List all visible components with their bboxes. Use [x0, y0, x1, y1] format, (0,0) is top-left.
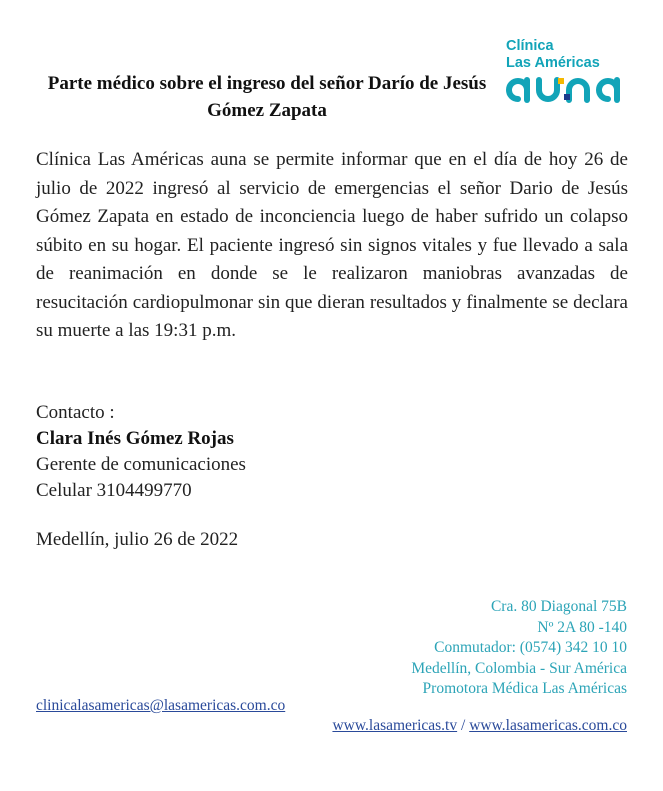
address-line: Nº 2A 80 -140	[537, 618, 627, 636]
contact-block	[36, 400, 246, 504]
logo-text-line1: Clínica	[506, 38, 554, 54]
report-paragraph: Clínica Las Américas auna se permite informar que en el día de hoy 26 de julio de 2022 ingresó al servicio de emergencias el señor Dario de Jesús Gómez Zapata en estado de inconciencia luego de haber sufrido un colapso súbito en su hogar. El paciente ingresó sin signos vitales y fue llevado a sala de reanimación en donde se le realizaron maniobras avanzadas de resucitación cardiopulmonar sin que dieran resultados y finalmente se declara su muerte a las 19:31 p.m.	[36, 149, 628, 341]
contact-name: Clara Inés Gómez Rojas	[36, 428, 234, 449]
address-company: Promotora Médica Las Américas	[422, 680, 627, 698]
auna-logo-icon	[506, 76, 624, 104]
contact-label: Contacto :	[36, 402, 115, 423]
logo-text-line2: Las Américas	[506, 55, 600, 71]
address-phone: Conmutador: (0574) 342 10 10	[434, 639, 627, 657]
link-separator: /	[457, 717, 470, 734]
place-date: Medellín, julio 26 de 2022	[36, 529, 239, 550]
contact-phone: Celular 3104499770	[36, 480, 192, 501]
website-links	[332, 716, 627, 736]
clinic-logo	[506, 38, 636, 104]
address-line: Cra. 80 Diagonal 75B	[490, 598, 627, 615]
website-link-com-co[interactable]: www.lasamericas.com.co	[469, 717, 627, 734]
document-title: Parte médico sobre el ingreso del señor Darío de Jesús Gómez Zapata	[47, 73, 487, 121]
website-link-tv[interactable]: www.lasamericas.tv	[332, 717, 458, 734]
contact-role: Gerente de comunicaciones	[36, 454, 246, 475]
address-city: Medellín, Colombia - Sur América	[411, 659, 627, 677]
address-block	[411, 597, 627, 700]
email-link[interactable]: clinicalasamericas@lasamericas.com.co	[36, 697, 286, 714]
